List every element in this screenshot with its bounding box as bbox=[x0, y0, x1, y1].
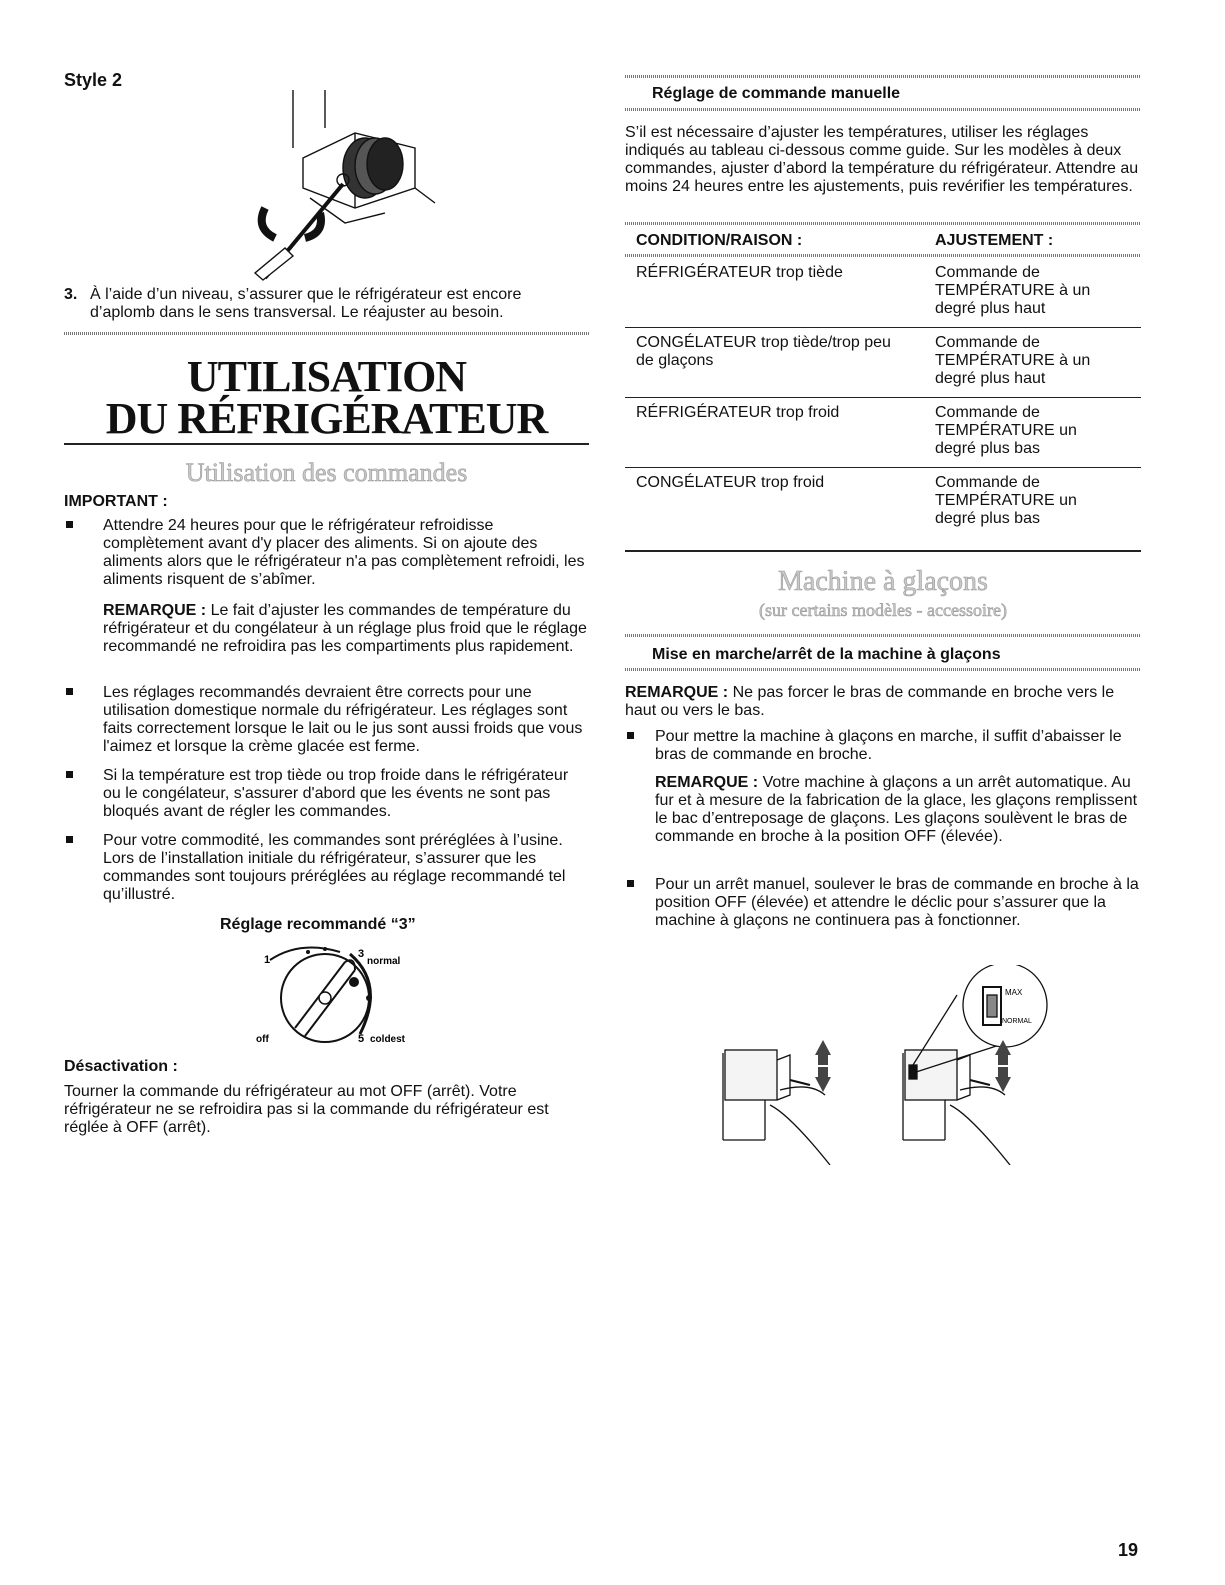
page-title-line2: DU RÉFRIGÉRATEUR bbox=[105, 394, 548, 443]
bullet-icon bbox=[627, 880, 634, 887]
bullet1-text: Attendre 24 heures pour que le réfrigérateur refroidisse complètement avant d'y placer des aliments. Si on ajoute des aliments alors que le réfrigérateur n'a pas complètement refroidi, les aliments risquent de s’abîmer. bbox=[103, 517, 585, 588]
page-title-line1: UTILISATION bbox=[186, 352, 467, 401]
table-row-1-adjustment: Commande de TEMPÉRATURE à un degré plus haut bbox=[935, 264, 1091, 317]
remark1-label: REMARQUE : bbox=[103, 602, 207, 619]
bullet2-text: Les réglages recommandés devraient être corrects pour une utilisation domestique normale du réfrigérateur. Les réglages sont faits correctement lorsque le lait ou le jus sont aussi froids que vous l'aimez et lorsque la crème glacée est ferme. bbox=[103, 684, 583, 755]
table-header-adjustment: AJUSTEMENT : bbox=[935, 232, 1054, 249]
ice-auto-remark-text: Votre machine à glaçons a un arrêt automatique. Au fur et à mesure de la fabrication de la glace, les glaçons remplissent le bac d’entreposage de glaçons. Les glaçons soulèvent le bras de commande en broche à la position OFF (élevée). bbox=[655, 774, 1138, 845]
manual-adjust-heading: Réglage de commande manuelle bbox=[652, 85, 901, 102]
dial-label-normal: normal bbox=[367, 956, 401, 967]
hatch-divider bbox=[625, 668, 1141, 671]
switch-max-label: MAX bbox=[1005, 988, 1023, 997]
hatch-divider bbox=[625, 108, 1141, 111]
manual-adjust-text: S’il est nécessaire d’ajuster les températures, utiliser les réglages indiqués au tableau ci-dessous comme guide. Sur les modèles à deux commandes, ajuster d’abord la température du réfrigérateur. Attendre au moins 24 heures entre les ajustements, puis revérifier les températures. bbox=[625, 124, 1139, 195]
table-row-3-adjustment: Commande de TEMPÉRATURE un degré plus bas bbox=[935, 404, 1077, 457]
style-label: Style 2 bbox=[64, 70, 123, 90]
ice-remark bbox=[625, 684, 1143, 720]
ice-bullet1-text: Pour mettre la machine à glaçons en marche, il suffit d’abaisser le bras de commande en broche. bbox=[655, 728, 1122, 763]
section-heading: Utilisation des commandes bbox=[185, 458, 468, 487]
table-row-2-condition: CONGÉLATEUR trop tiède/trop peu de glaçons bbox=[636, 334, 891, 369]
dial-label-5: 5 bbox=[358, 1033, 365, 1045]
recommended-setting-label: Réglage recommandé “3” bbox=[220, 916, 416, 933]
table-bottom-rule bbox=[625, 550, 1141, 552]
ice-maker-subheading: (sur certains modèles - accessoire) bbox=[759, 600, 1007, 620]
control-knob-illustration bbox=[225, 88, 445, 288]
dial-label-3: 3 bbox=[358, 948, 365, 960]
bullet4-text: Pour votre commodité, les commandes sont préréglées à l’usine. Lors de l’installation initiale du réfrigérateur, s’assurer que les commandes sont toujours préréglées au réglage recommandé tel qu’illustré. bbox=[103, 832, 566, 903]
hatch-divider bbox=[625, 634, 1141, 637]
switch-normal-label: NORMAL bbox=[1002, 1018, 1032, 1025]
table-row-2-adjustment: Commande de TEMPÉRATURE à un degré plus haut bbox=[935, 334, 1091, 387]
dial-label-off: off bbox=[256, 1034, 269, 1045]
hatch-divider bbox=[625, 222, 1141, 225]
table-row-divider bbox=[625, 467, 1141, 468]
temperature-dial-illustration bbox=[250, 942, 430, 1047]
hatch-divider bbox=[625, 75, 1141, 78]
deactivation-label: Désactivation : bbox=[64, 1058, 178, 1075]
bullet-icon bbox=[66, 771, 73, 778]
ice-bullet2-text: Pour un arrêt manuel, soulever le bras de commande en broche à la position OFF (élevée) et attendre le déclic pour s’assurer que la machine à glaçons ne continuera pas à fonctionner. bbox=[655, 876, 1139, 929]
bullet-icon bbox=[627, 732, 634, 739]
table-row-divider bbox=[625, 327, 1141, 328]
ice-maker-heading: Machine à glaçons bbox=[778, 566, 988, 597]
table-row-4-condition: CONGÉLATEUR trop froid bbox=[636, 474, 825, 491]
deactivation-text: Tourner la commande du réfrigérateur au mot OFF (arrêt). Votre réfrigérateur ne se refroidira pas si la commande du réfrigérateur est réglée à OFF (arrêt). bbox=[64, 1083, 549, 1136]
remark1 bbox=[103, 602, 588, 656]
table-header-condition: CONDITION/RAISON : bbox=[636, 232, 803, 249]
hatch-divider bbox=[625, 254, 1141, 257]
title-rule bbox=[64, 443, 589, 445]
ice-onoff-heading: Mise en marche/arrêt de la machine à glaçons bbox=[652, 646, 1001, 663]
dial-label-coldest: coldest bbox=[370, 1034, 406, 1045]
bullet-icon bbox=[66, 521, 73, 528]
table-row-1-condition: RÉFRIGÉRATEUR trop tiède bbox=[636, 264, 843, 281]
bullet-icon bbox=[66, 836, 73, 843]
ice-remark-label: REMARQUE : bbox=[625, 684, 729, 701]
bullet-icon bbox=[66, 688, 73, 695]
hatch-divider bbox=[64, 332, 589, 335]
ice-auto-remark-label: REMARQUE : bbox=[655, 774, 759, 791]
ice-maker-illustration bbox=[715, 965, 1055, 1165]
table-row-divider bbox=[625, 397, 1141, 398]
step3-text: À l’aide d’un niveau, s’assurer que le réfrigérateur est encore d’aplomb dans le sens transversal. Le réajuster au besoin. bbox=[90, 286, 522, 321]
ice-remark-text: Ne pas forcer le bras de commande en broche vers le haut ou vers le bas. bbox=[625, 684, 1115, 719]
bullet3-text: Si la température est trop tiède ou trop froide dans le réfrigérateur ou le congélateur, s'assurer d'abord que les évents ne sont pas bloqués avant de régler les commandes. bbox=[103, 767, 569, 820]
remark1-text: Le fait d’ajuster les commandes de température du réfrigérateur et du congélateur à un réglage plus froid que le réglage recommandé ne refroidira pas les compartiments plus rapidement. bbox=[103, 602, 587, 655]
ice-auto-remark bbox=[655, 774, 1140, 846]
table-row-3-condition: RÉFRIGÉRATEUR trop froid bbox=[636, 404, 840, 421]
dial-label-1: 1 bbox=[264, 954, 271, 966]
step3-number: 3. bbox=[64, 286, 78, 303]
important-label: IMPORTANT : bbox=[64, 493, 168, 510]
page-number: 19 bbox=[1118, 1540, 1139, 1560]
table-row-4-adjustment: Commande de TEMPÉRATURE un degré plus bas bbox=[935, 474, 1077, 527]
